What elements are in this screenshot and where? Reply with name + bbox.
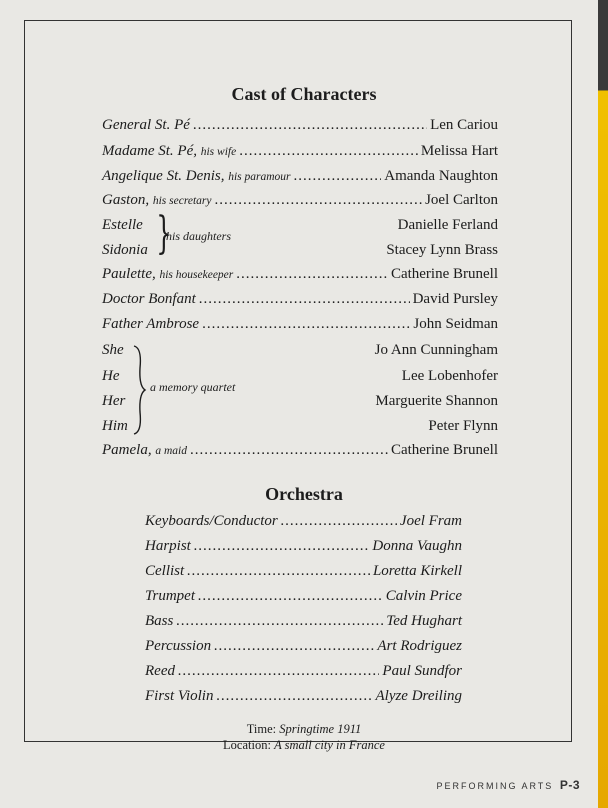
leader-dots [215,192,423,209]
orchestra-player: Alyze Dreiling [375,688,462,704]
cast-row [102,442,498,464]
cast-actor: Jo Ann Cunningham [374,342,498,358]
orchestra-row [145,538,462,560]
orchestra-player: Paul Sundfor [382,663,462,679]
cast-row [102,143,498,165]
orchestra-row [145,563,462,585]
leader-dots [176,613,383,630]
page-edge-decoration [598,0,608,808]
cast-row [102,266,498,288]
orchestra-player: Art Rodriguez [377,638,462,654]
orchestra-player: Joel Fram [399,513,462,529]
cast-role: General St. Pé [102,117,190,133]
leader-dots [194,538,370,555]
cast-role: Paulette, his housekeeper [102,266,234,282]
page-number: P-3 [559,778,580,792]
leader-dots [178,663,379,680]
leader-dots [294,168,382,185]
orchestra-player: Loretta Kirkell [372,563,462,579]
leader-dots [202,316,410,333]
cast-row [102,316,498,338]
cast-role: Gaston, his secretary [102,192,212,208]
cast-row [102,117,498,139]
orchestra-role: Harpist [145,538,191,554]
group-label: his daughters [166,229,232,243]
leader-dots [187,563,370,580]
orchestra-role: Bass [145,613,174,629]
cast-actor: Lee Lobenhofer [401,368,498,384]
cast-heading: Cast of Characters [231,84,377,104]
leader-dots [198,588,383,605]
orchestra-role: Percussion [145,638,212,654]
cast-role: Angelique St. Denis, his paramour [102,168,291,184]
cast-role: Madame St. Pé, his wife [102,143,237,159]
cast-actor: Peter Flynn [428,418,498,434]
cast-actor: Marguerite Shannon [375,393,498,409]
leader-dots [236,266,388,283]
orchestra-row [145,688,462,710]
cast-role: Pamela, a maid [102,442,187,458]
orchestra-heading: Orchestra [265,484,343,504]
brace-icon: } [156,208,172,259]
cast-actor: Catherine Brunell [390,266,498,282]
orchestra-row [145,588,462,610]
cast-role: Estelle [102,217,143,233]
leader-dots [190,442,388,459]
section-name: PERFORMING ARTS [436,781,554,791]
cast-role: Father Ambrose [102,316,200,332]
cast-actor: Melissa Hart [420,143,498,159]
orchestra-player: Calvin Price [385,588,462,604]
cast-actor: Len Cariou [430,117,498,133]
leader-dots [216,688,372,705]
leader-dots [199,291,410,308]
cast-role: Him [102,418,128,434]
cast-actor: Amanda Naughton [384,168,498,184]
leader-dots [281,513,397,530]
cast-actor: Danielle Ferland [397,217,498,233]
orchestra-row [145,663,462,685]
cast-actor: David Pursley [412,291,498,307]
cast-actor: Stacey Lynn Brass [386,242,498,258]
cast-role: He [102,368,120,384]
orchestra-row [145,513,462,535]
group-label: a memory quartet [150,380,236,394]
orchestra-role: Cellist [145,563,185,579]
location-line: Location: A small city in France [223,738,385,752]
time-line: Time: Springtime 1911 [246,722,362,736]
orchestra-player: Donna Vaughn [372,538,462,554]
orchestra-role: First Violin [145,688,214,704]
orchestra-role: Keyboards/Conductor [145,513,278,529]
brace-icon [130,344,148,436]
cast-actor: Catherine Brunell [390,442,498,458]
orchestra-role: Trumpet [145,588,196,604]
cast-role: She [102,342,124,358]
leader-dots [239,143,418,160]
orchestra-role: Reed [145,663,175,679]
leader-dots [193,117,427,134]
cast-actor: John Seidman [413,316,498,332]
cast-role: Her [102,393,126,409]
orchestra-row [145,638,462,660]
leader-dots [214,638,374,655]
orchestra-player: Ted Hughart [386,613,462,629]
orchestra-row [145,613,462,635]
cast-row [102,168,498,190]
cast-actor: Joel Carlton [425,192,498,208]
cast-row [102,291,498,313]
cast-role: Sidonia [102,242,148,258]
page-footer [436,778,580,792]
cast-role: Doctor Bonfant [102,291,196,307]
